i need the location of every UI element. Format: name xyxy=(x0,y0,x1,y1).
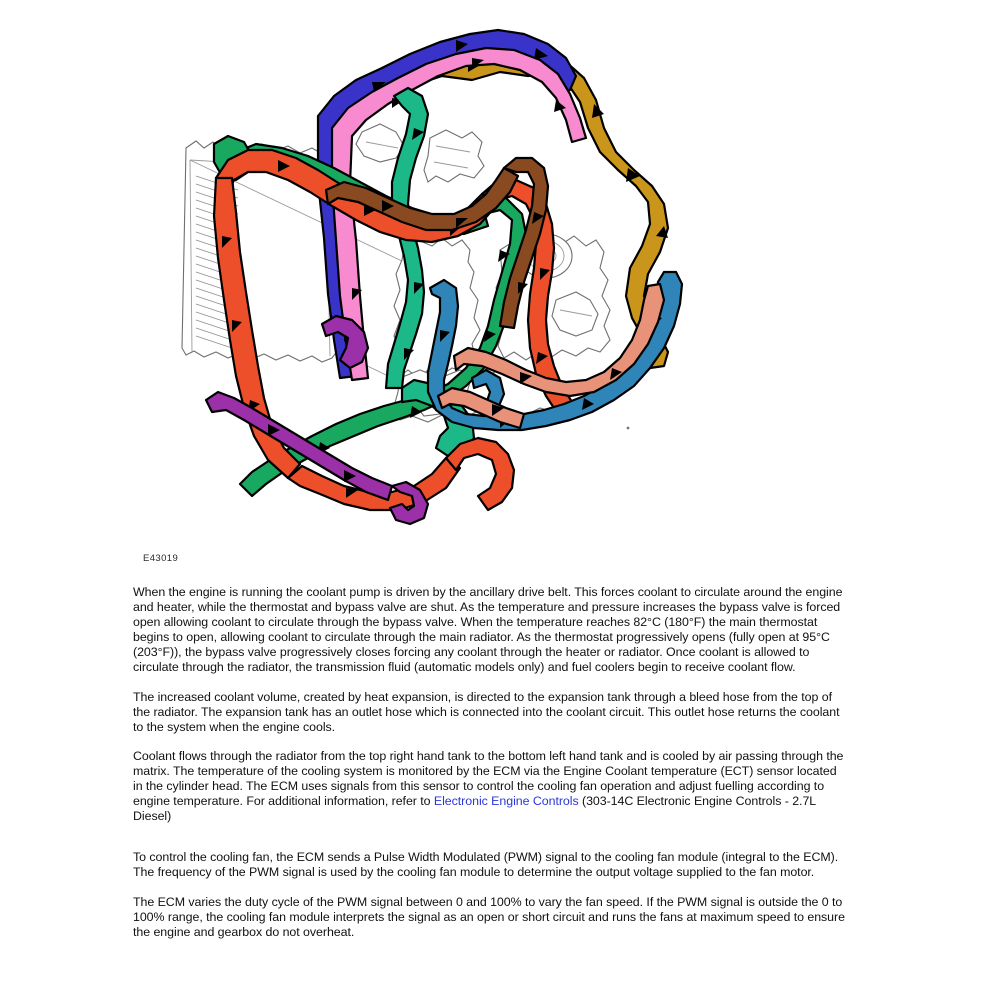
figure-caption: E43019 xyxy=(143,553,179,564)
paragraph-3-text-before: Coolant flows through the radiator from the top right hand tank to the bottom left hand tank and is cooled by air passing through the matrix. The temperature of the cooling system is monitored by the ECM via the Engine Coolant temperature (ECT) sensor located in the cylinder head. The ECM uses signals from this sensor to control the cooling fan operation and adjust fuelling according to engine temperature. For additional information, refer to xyxy=(133,748,844,809)
paragraph-3-text-after: (303-14C Electronic Engine Controls - 2.7L Diesel) xyxy=(133,794,816,824)
thermostat-housing xyxy=(424,130,484,182)
paragraph-1: When the engine is running the coolant pump is driven by the ancillary drive belt. This forces coolant to circulate around the engine and heater, while the thermostat and bypass valve are shut. As the temperature and pressure increases the bypass valve is forced open allowing coolant to circulate through the bypass valve. When the temperature reaches 82°C (180°F) the main thermostat begins to open, allowing coolant to circulate through the main radiator. As the thermostat progressively opens (fully open at 95°C (203°F)), the bypass valve progressively closes forcing any coolant through the heater or radiator. Once coolant is allowed to circulate through the radiator, the transmission fluid (automatic models only) and fuel coolers begin to receive coolant flow. xyxy=(133,585,843,675)
paragraph-5: The ECM varies the duty cycle of the PWM signal between 0 and 100% to vary the fan speed. If the PWM signal is outside the 0 to 100% range, the cooling fan module interprets the signal as an open or short circuit and runs the fans at maximum speed to ensure the engine and gearbox do not overheat. xyxy=(133,894,845,939)
diagram-detail-marks xyxy=(627,427,630,430)
paragraph-3 xyxy=(133,749,848,824)
electronic-engine-controls-link[interactable]: Electronic Engine Controls xyxy=(433,794,579,809)
paragraph-2: The increased coolant volume, created by heat expansion, is directed to the expansion tank through a bleed hose from the top of the radiator. The expansion tank has an outlet hose which is connected into the coolant circuit. This outlet hose returns the coolant to the system when the engine cools. xyxy=(133,689,840,734)
document-body xyxy=(133,585,848,954)
paragraph-4: To control the cooling fan, the ECM sends a Pulse Width Modulated (PWM) signal to the cooling fan module (integral to the ECM). The frequency of the PWM signal is used by the cooling fan module to determine the output voltage supplied to the fan motor. xyxy=(133,850,839,880)
